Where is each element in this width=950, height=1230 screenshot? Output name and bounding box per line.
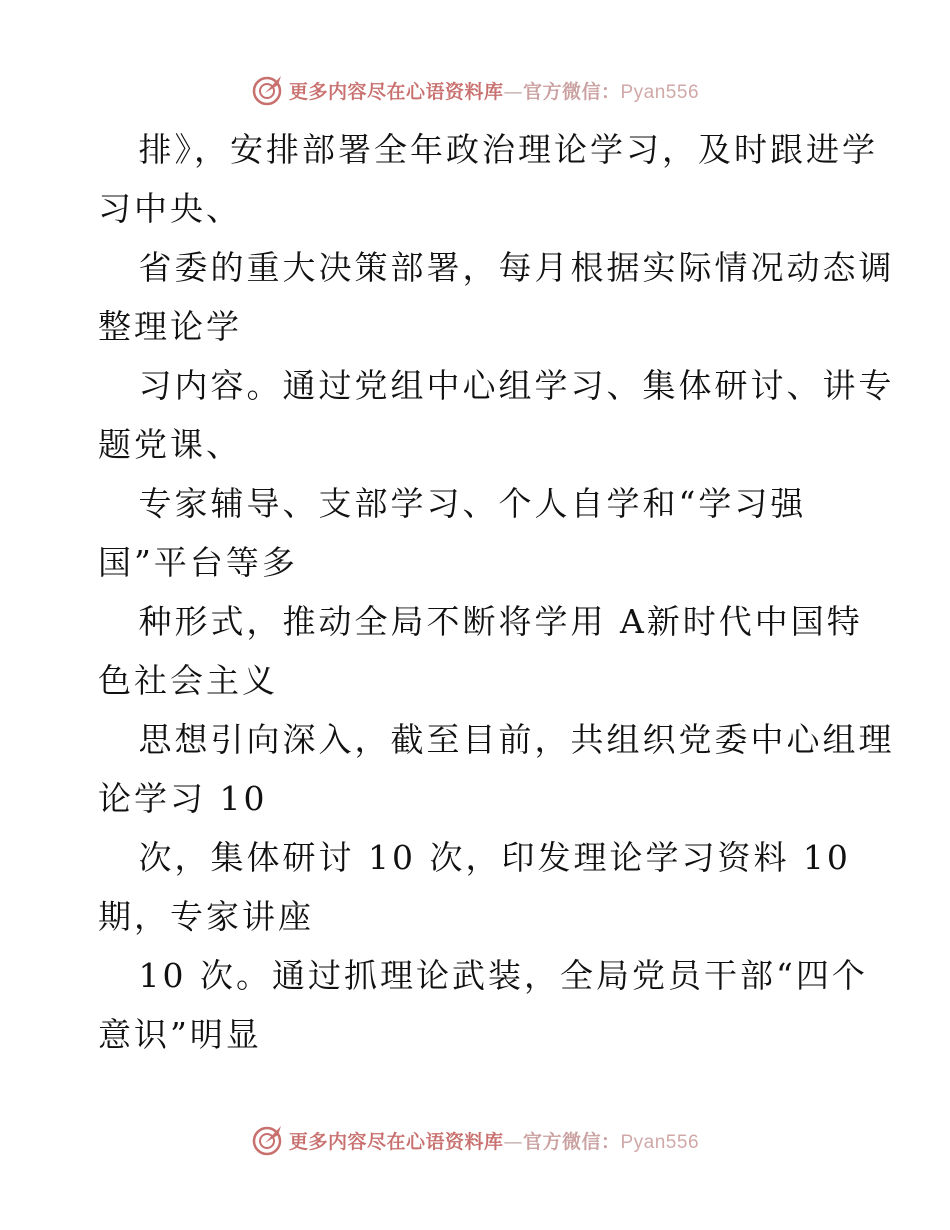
body-line: 省委的重大决策部署，每月根据实际情况动态调	[98, 248, 895, 287]
header-brand: 更多内容尽在心语资料库	[288, 80, 504, 103]
body-line: 期，专家讲座	[98, 897, 314, 936]
footer-wechat-id: Pyan556	[620, 1131, 700, 1153]
body-line: 种形式，推动全局不断将学用 A新时代中国特	[98, 602, 863, 641]
header-text	[289, 77, 699, 104]
footer-text	[289, 1127, 699, 1154]
body-line: 论学习 10	[98, 779, 268, 818]
body-line: 国”平台等多	[98, 543, 298, 582]
body-line: 排》，安排部署全年政治理论学习，及时跟进学	[98, 130, 878, 169]
footer-banner	[0, 1120, 950, 1160]
body-line: 习中央、	[98, 189, 242, 228]
body-line: 思想引向深入，截至目前，共组织党委中心组理	[98, 720, 895, 759]
body-line: 习内容。通过党组中心组学习、集体研讨、讲专	[98, 366, 895, 405]
body-line: 题党课、	[98, 425, 242, 464]
header-dash: —	[503, 80, 523, 103]
header-banner	[0, 70, 950, 110]
footer-wechat-label: 官方微信：	[522, 1130, 621, 1153]
footer-brand: 更多内容尽在心语资料库	[288, 1130, 504, 1153]
header-wechat-label: 官方微信：	[522, 80, 621, 103]
quill-seal-logo-icon	[251, 1123, 285, 1157]
quill-seal-logo-icon	[251, 73, 285, 107]
body-line: 10 次。通过抓理论武装，全局党员干部“四个	[98, 956, 868, 995]
body-line: 整理论学	[98, 307, 242, 346]
footer-dash: —	[503, 1130, 523, 1153]
body-line: 次，集体研讨 10 次，印发理论学习资料 10	[98, 838, 851, 877]
body-line: 专家辅导、支部学习、个人自学和“学习强	[98, 484, 807, 523]
header-wechat-id: Pyan556	[620, 81, 700, 103]
document-body	[98, 120, 895, 1064]
body-line: 色社会主义	[98, 661, 278, 700]
body-line: 意识”明显	[98, 1015, 262, 1054]
